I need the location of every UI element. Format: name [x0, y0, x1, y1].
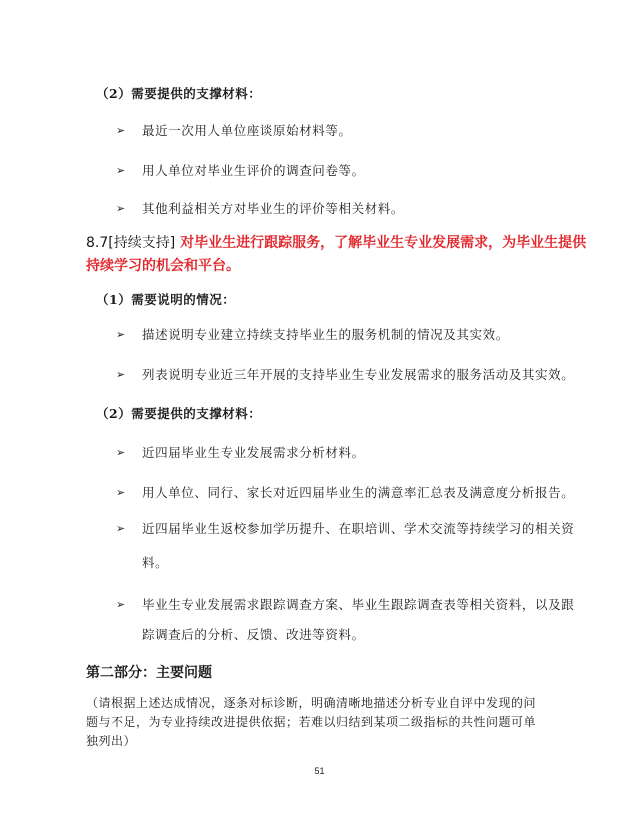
arrow-bullet-icon: ➢: [116, 598, 126, 611]
section-title-line1: 对毕业生进行跟踪服务，了解毕业生专业发展需求，为毕业生提供: [180, 235, 587, 251]
list-item-text: 毕业生专业发展需求跟踪调查方案、毕业生跟踪调查表等相关资料，以及跟: [142, 597, 575, 612]
list-item-text-continued: 踪调查后的分析、反馈、改进等资料。: [142, 627, 365, 642]
block3-heading: （2）需要提供的支撑材料：: [96, 406, 262, 421]
list-item-text: 近四届毕业生专业发展需求分析材料。: [142, 445, 365, 460]
block2-heading: （1）需要说明的情况：: [96, 292, 236, 307]
list-item: [116, 596, 575, 656]
arrow-bullet-icon: ➢: [116, 164, 126, 177]
list-item-text: 近四届毕业生返校参加学历提升、在职培训、学术交流等持续学习的相关资: [142, 521, 575, 536]
list-item-text: 其他利益相关方对毕业生的评价等相关材料。: [142, 201, 405, 216]
note-line: 独列出）: [86, 734, 137, 748]
section-title-continued: [86, 255, 240, 277]
arrow-bullet-icon: ➢: [116, 486, 126, 499]
arrow-bullet-icon: ➢: [116, 522, 126, 535]
section-title-line2: 持续学习的机会和平台。: [86, 258, 240, 274]
arrow-bullet-icon: ➢: [116, 202, 126, 215]
arrow-bullet-icon: ➢: [116, 124, 126, 137]
list-item-text: 列表说明专业近三年开展的支持毕业生专业发展需求的服务活动及其实效。: [142, 367, 575, 382]
arrow-bullet-icon: ➢: [116, 328, 126, 341]
part-title: 第二部分：主要问题: [86, 665, 212, 681]
note-line: 题与不足，为专业持续改进提供依据；若难以归结到某项二级指标的共性问题可单: [86, 715, 537, 729]
arrow-bullet-icon: ➢: [116, 368, 126, 381]
block1-heading: （2）需要提供的支撑材料：: [96, 86, 262, 101]
list-item-text-continued: 料。: [142, 555, 169, 570]
list-item-text: 用人单位、同行、家长对近四届毕业生的满意率汇总表及满意度分析报告。: [142, 485, 575, 500]
section-code: 8.7[持续支持]: [86, 235, 176, 251]
arrow-bullet-icon: ➢: [116, 446, 126, 459]
page-number: 51: [314, 766, 325, 776]
section-title: [86, 232, 586, 254]
note-line: （请根据上述达成情况，逐条对标诊断，明确清晰地描述分析专业自评中发现的问: [86, 696, 537, 710]
list-item: [116, 520, 575, 580]
list-item-text: 最近一次用人单位座谈原始材料等。: [142, 123, 352, 138]
list-item-text: 用人单位对毕业生评价的调查问卷等。: [142, 163, 365, 178]
list-item-text: 描述说明专业建立持续支持毕业生的服务机制的情况及其实效。: [142, 327, 509, 342]
